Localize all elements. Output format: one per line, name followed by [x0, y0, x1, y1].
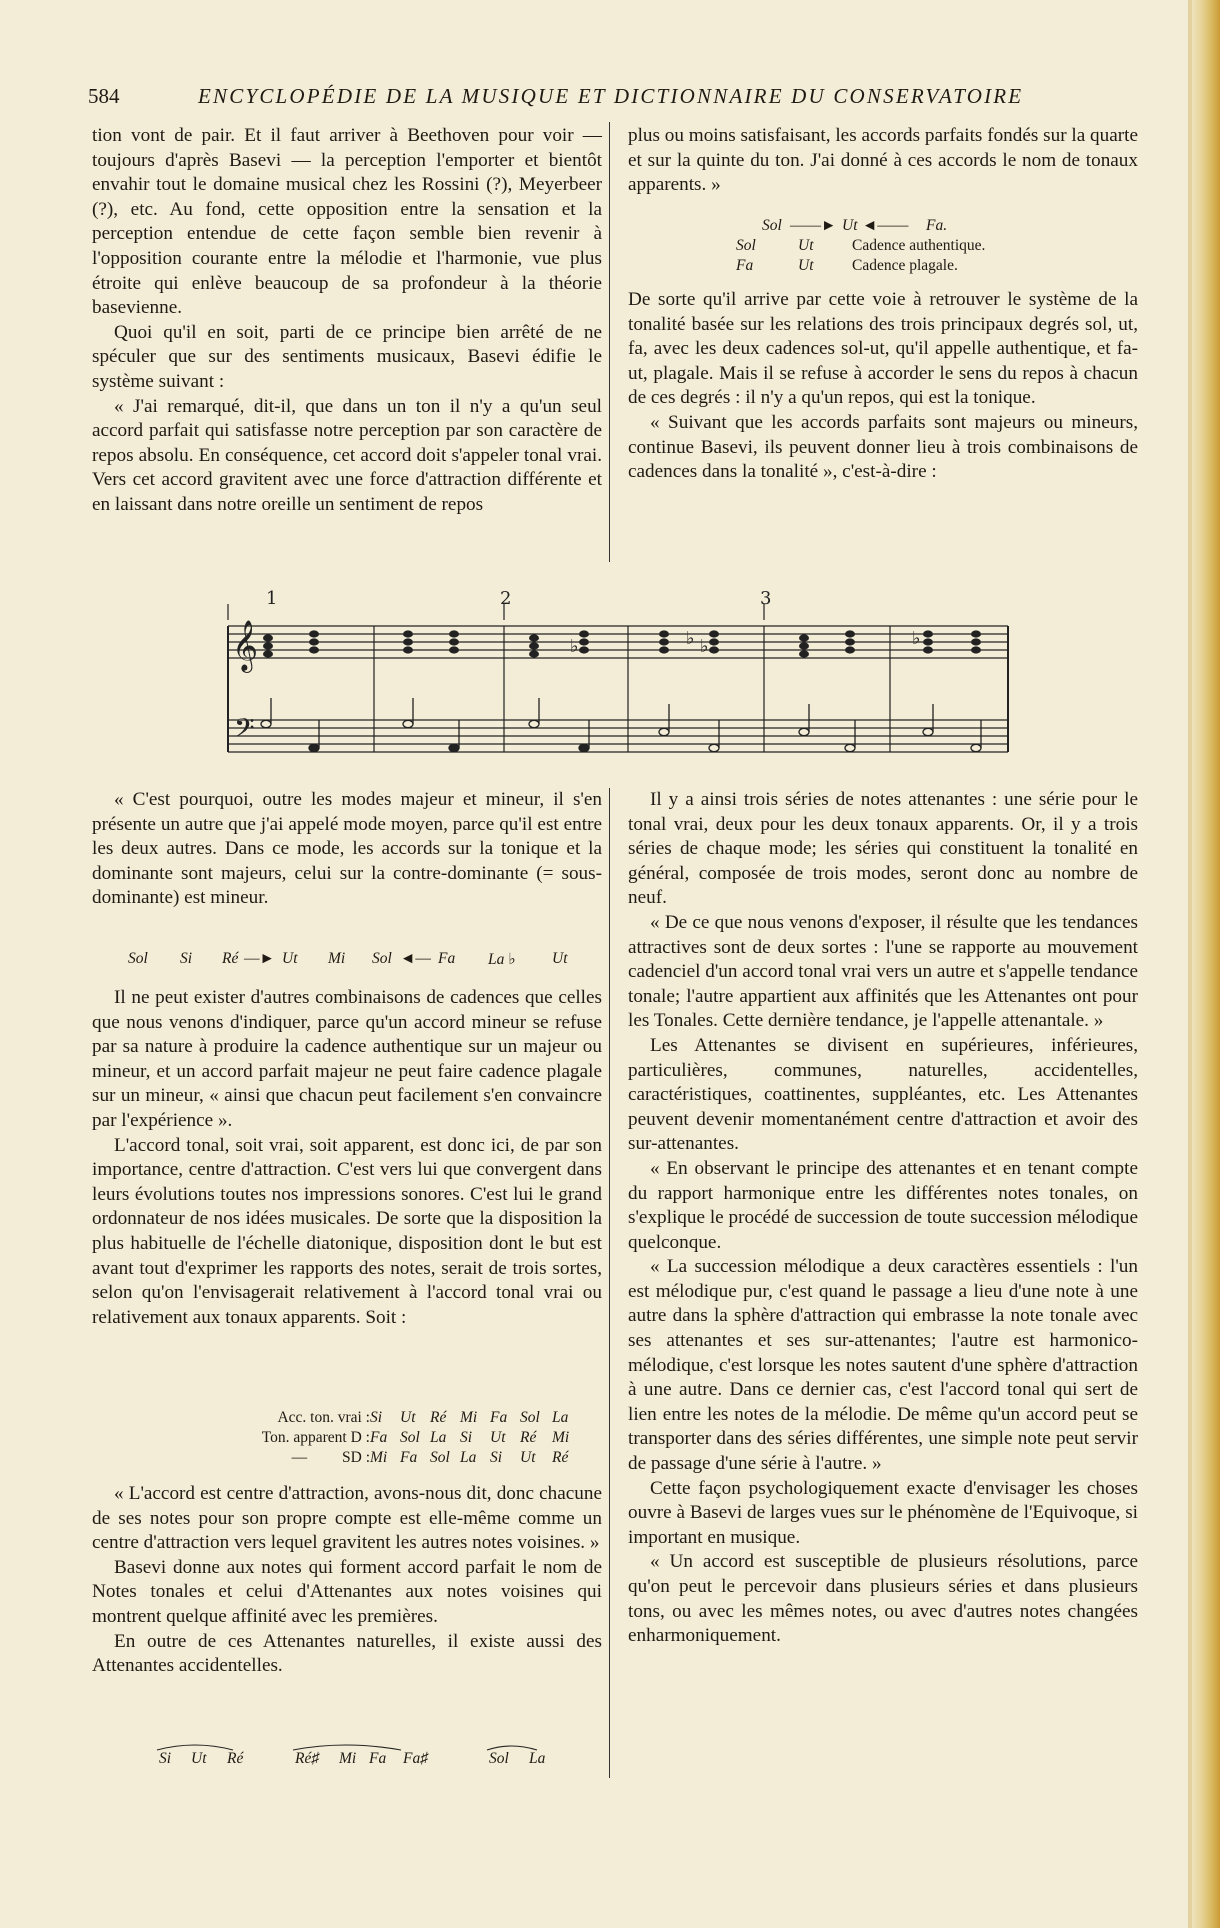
cadence-note: Ut: [798, 237, 814, 254]
paragraph: En outre de ces Attenantes naturelles, il existe aussi des Attenantes accidentelles.: [92, 1630, 602, 1677]
paragraph: « De ce que nous venons d'exposer, il résulte que les tendances attractives sont de deux sortes : l'une se rapporte au mouvement cadenciel d'un accord tonal vrai vers un autre et s'appelle tendance tonale; l'autre appartient aux affinités que les Attenantes ont pour les Tonales. Cette dernière tendance, je l'appelle attenantale. »: [628, 911, 1138, 1032]
running-title: ENCYCLOPÉDIE DE LA MUSIQUE ET DICTIONNAIRE DU CONSERVATOIRE: [198, 84, 1024, 108]
svg-text:♭: ♭: [700, 636, 709, 657]
cadence-name: Cadence plagale.: [852, 257, 958, 274]
paragraph: Cette façon psychologiquement exacte d'envisager les choses ouvre à Basevi de larges vues sur le phénomène de l'Equivoque, si important en musique.: [628, 1477, 1138, 1548]
mode-moyen-notes: [128, 950, 598, 974]
note-name: Si: [180, 950, 193, 967]
note-name: Sol: [400, 1429, 420, 1446]
top-left-column: [92, 124, 602, 518]
note-name: Si: [460, 1429, 473, 1446]
paragraph: tion vont de pair. Et il faut arriver à Beethoven pour voir — toujours d'après Basevi — la perception l'emporter et bientôt envahir tout le domaine musical chez les Rossini (?), Meyerbeer (?), etc. Au fond, cette opposition entre la sensation et la perception entendue de cette façon semble bien revenir à l'opposition courante entre la mélodie et l'harmonie, vue plus étroite qui enlève beaucoup de sa profondeur à la théorie basevienne.: [92, 125, 602, 319]
note-name: Fa: [400, 1449, 418, 1466]
note-name: Mi: [460, 1409, 478, 1426]
scale-table: [100, 1408, 570, 1468]
note-name: La ♭: [488, 951, 516, 968]
note-name: Mi: [552, 1429, 570, 1446]
arrow-left-icon: ◄——: [862, 217, 909, 234]
paragraph: « L'accord est centre d'attraction, avons-nous dit, donc chacune de ses notes pour son propre compte est elle-même comme un centre d'attraction vers lequel gravitent les autres notes voisines. »: [92, 1483, 602, 1554]
note-name: Fa: [490, 1409, 508, 1426]
page-edge-shadow: [1188, 0, 1192, 1928]
bottom-left-column: [92, 788, 602, 911]
column-rule-top: [609, 122, 610, 562]
note-name: Ut: [400, 1409, 416, 1426]
paragraph: Il ne peut exister d'autres combinaisons de cadences que celles que nous venons d'indiquer, parce qu'un accord mineur se refuse par sa nature à produire la cadence authentique sur un majeur ou mineur, et un accord parfait majeur ne peut faire cadence plagale sur un mineur, « ainsi que chacun peut facilement s'en convaincre par l'expérience ».: [92, 987, 602, 1131]
note-name: La: [552, 1409, 569, 1426]
note-name: La: [460, 1449, 477, 1466]
note-name: Fa: [369, 1750, 387, 1767]
cadence-note: Sol: [736, 237, 756, 254]
top-right-column: [628, 124, 1138, 198]
paragraph: plus ou moins satisfaisant, les accords parfaits fondés sur la quarte et sur la quinte du ton. J'ai donné à ces accords le nom de tonaux apparents. »: [628, 125, 1138, 196]
cadence-note: Sol: [762, 217, 782, 234]
paragraph: « La succession mélodique a deux caractères essentiels : l'un est mélodique pur, c'est quand le passage a lieu d'une note à une autre dans la sphère d'attraction qui embrasse la note tonale avec ses attenantes et ses sur-attenantes; l'autre est harmonico-mélodique, c'est lorsque les notes sautent d'une sphère d'attraction à une autre. Dans ce dernier cas, c'est l'accord tonal qui sert de lien entre les notes de la mélodie. De même qu'un accord peut se transporter dans des séries différentes, une simple note peut servir de passage d'une série à l'autre. »: [628, 1256, 1138, 1475]
note-name: Fa♯: [403, 1750, 428, 1767]
arrow-right-icon: —►: [244, 950, 275, 967]
note-name: Fa: [438, 950, 456, 967]
cadence-diagram: [730, 216, 1090, 278]
note-name: Ut: [520, 1449, 536, 1466]
svg-text:♭: ♭: [912, 628, 921, 649]
note-name: La: [430, 1429, 447, 1446]
note-name: Ut: [490, 1429, 506, 1446]
top-right-column-continued: [628, 288, 1138, 485]
cadence-note: Fa: [736, 257, 754, 274]
paragraph: Quoi qu'il en soit, parti de ce principe bien arrêté de ne spéculer que sur des sentiments musicaux, Basevi édifie le système suivant :: [92, 321, 602, 392]
arrow-right-icon: ——►: [790, 217, 837, 234]
page-number: 584: [88, 84, 120, 108]
paragraph: De sorte qu'il arrive par cette voie à retrouver le système de la tonalité basée sur les relations des trois principaux degrés sol, ut, fa, avec les deux cadences sol-ut, qu'il appelle authentique, et fa-ut, plagale. Mais il se refuse à accorder le sens du repos à chacun de ces degrés : il n'y a qu'un repos, qui est la tonique.: [628, 289, 1138, 409]
paragraph: « Un accord est susceptible de plusieurs résolutions, parce qu'on peut le percevoir dans plusieurs séries et dans plusieurs tons, ou avec les mêmes notes, ou avec d'autres notes changées enharmoniquement.: [628, 1551, 1138, 1647]
note-name: Si: [370, 1409, 383, 1426]
paragraph: Basevi donne aux notes qui forment accord parfait le nom de Notes tonales et celui d'Attenantes aux notes voisines qui montrent quelque affinité avec les premières.: [92, 1556, 602, 1627]
paragraph: « C'est pourquoi, outre les modes majeur et mineur, il s'en présente un autre que j'ai appelé mode moyen, parce qu'il est entre les deux autres. Dans ce mode, les accords sur la tonique et la dominante sont majeurs, celui sur la contre-dominante (= sous-dominante) est mineur.: [92, 789, 602, 909]
bottom-left-column-continued: [92, 986, 602, 1330]
example-label: 1: [266, 590, 278, 609]
note-name: Ré♯: [295, 1750, 320, 1767]
note-name: Mi: [328, 950, 346, 967]
note-name: La: [529, 1750, 546, 1767]
svg-text:𝄢: 𝄢: [234, 712, 255, 750]
note-name: Sol: [372, 950, 392, 967]
bottom-right-column: [628, 788, 1138, 1649]
music-staff: [208, 590, 1013, 770]
note-name: Ut: [552, 950, 568, 967]
example-label: 3: [760, 590, 772, 609]
cadence-note: Ut: [842, 217, 858, 234]
example-label: 2: [500, 590, 512, 609]
paragraph: « En observant le principe des attenantes et en tenant compte du rapport harmonique entre les différentes notes tonales, on s'explique le procédé de succession de toute succession mélodique quelconque.: [628, 1157, 1138, 1253]
note-name: Sol: [520, 1409, 540, 1426]
row-label: Ton. apparent D :: [261, 1429, 370, 1446]
note-name: Ré: [430, 1409, 447, 1426]
note-name: Ré: [222, 950, 239, 967]
bottom-left-column-end: [92, 1482, 602, 1679]
note-name: Ut: [191, 1750, 207, 1767]
note-name: Si: [490, 1449, 503, 1466]
note-name: Mi: [339, 1750, 357, 1767]
paragraph: Il y a ainsi trois séries de notes attenantes : une série pour le tonal vrai, deux pour les deux tonaux apparents. Or, il y a trois séries de chaque mode; les séries qui constituent la tonalité en général, composée de trois modes, seront donc au nombre de neuf.: [628, 789, 1138, 909]
scale-row: [100, 1408, 570, 1428]
svg-text:♭: ♭: [686, 628, 695, 649]
note-name: Sol: [430, 1449, 450, 1466]
svg-text:♭: ♭: [570, 636, 579, 657]
paragraph: L'accord tonal, soit vrai, soit apparent, est donc ici, de par son importance, centre d'attraction. C'est vers lui que convergent dans leurs évolutions toutes nos impressions sonores. C'est lui le grand ordonnateur de nos idées musicales. De sorte que la disposition la plus habituelle de l'échelle diatonique, disposition dont le but est avant tout d'exprimer les rapports des notes, serait de trois sortes, selon qu'on l'envisagerait relativement à l'accord tonal vrai ou relativement aux tonaux apparents. Soit :: [92, 1134, 602, 1328]
scale-row: [100, 1428, 570, 1448]
column-rule-bottom: [609, 788, 610, 1778]
scale-row: [100, 1448, 570, 1468]
arrow-left-icon: ◄—: [400, 950, 431, 967]
note-name: Sol: [128, 950, 148, 967]
note-name: Ré: [552, 1449, 569, 1466]
page-edge: [1192, 0, 1220, 1928]
cadence-name: Cadence authentique.: [852, 237, 986, 254]
cadence-note: Fa.: [926, 217, 948, 234]
note-name: Si: [159, 1750, 172, 1767]
note-name: Sol: [489, 1750, 509, 1767]
slur-marks: [155, 1740, 575, 1780]
paragraph: « Suivant que les accords parfaits sont majeurs ou mineurs, continue Basevi, ils peuvent donner lieu à trois combinaisons de cadences dans la tonalité », c'est-à-dire :: [628, 411, 1138, 483]
note-name: Mi: [370, 1449, 388, 1466]
svg-text:𝄞: 𝄞: [232, 620, 259, 671]
row-label: — SD :: [291, 1449, 370, 1466]
note-name: Ut: [282, 950, 298, 967]
cadence-note: Ut: [798, 257, 814, 274]
row-label: Acc. ton. vrai :: [277, 1409, 370, 1426]
music-example: [208, 590, 1013, 770]
note-name: Ré: [520, 1429, 537, 1446]
paragraph: « J'ai remarqué, dit-il, que dans un ton il n'y a qu'un seul accord parfait qui satisfasse notre perception par son caractère de repos absolu. En conséquence, cet accord doit s'appeler tonal vrai. Vers cet accord gravitent avec une force d'attraction différente et en laissant dans notre oreille un sentiment de repos: [92, 395, 602, 515]
attenantes-notes: [155, 1740, 575, 1780]
running-header: [88, 84, 1103, 112]
note-name: Ré: [227, 1750, 244, 1767]
paragraph: Les Attenantes se divisent en supérieures, inférieures, particulières, communes, naturelles, accidentelles, caractéristiques, coattinentes, suppléantes, etc. Les Attenantes peuvent devenir momentanément centre d'attraction et avoir des sur-attenantes.: [628, 1034, 1138, 1155]
note-name: Fa: [370, 1429, 388, 1446]
